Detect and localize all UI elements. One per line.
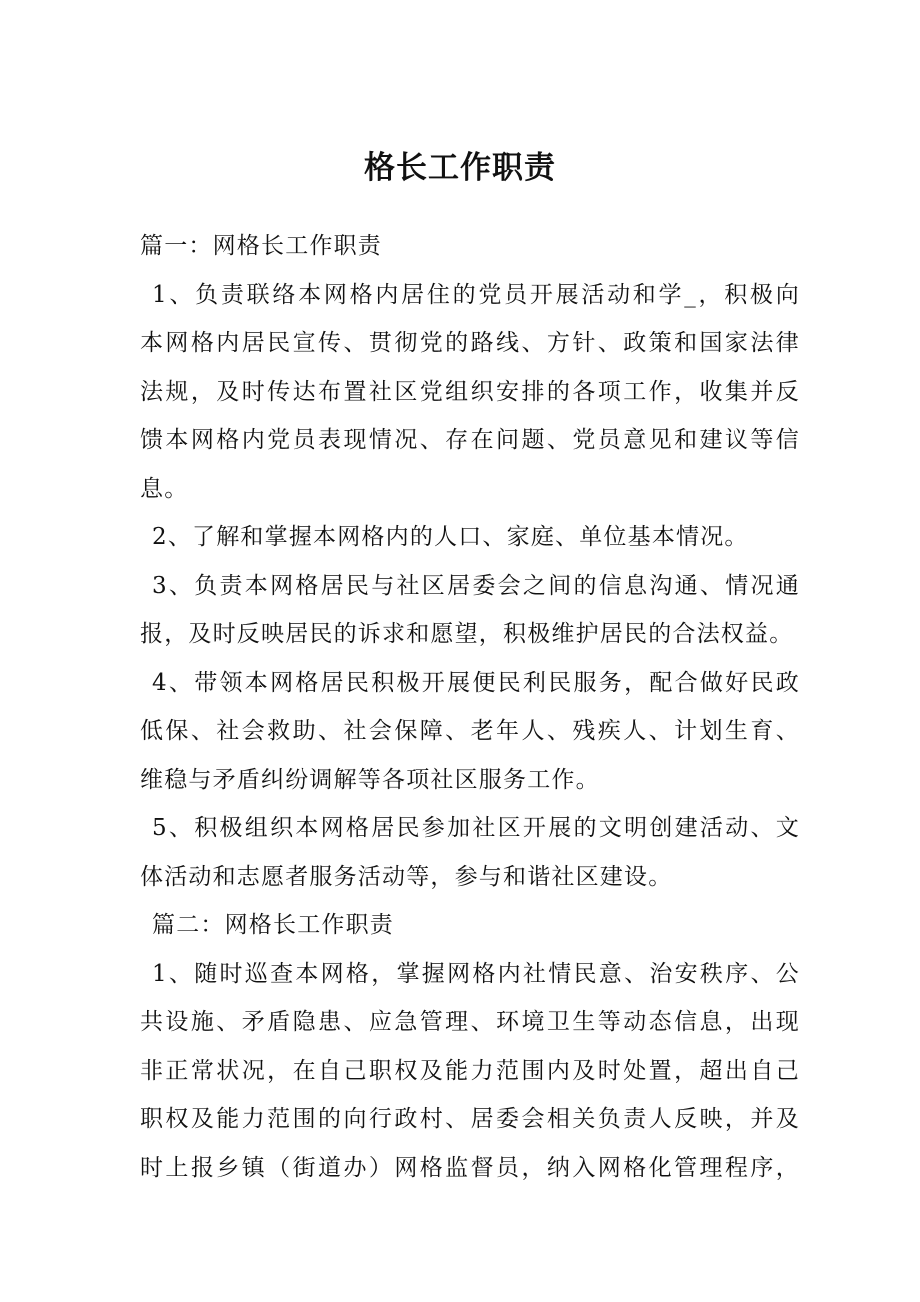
paragraph-line: 本网格内居民宣传、贯彻党的路线、方针、政策和国家法律 bbox=[140, 330, 800, 356]
section-heading-1: 篇一：网格长工作职责 bbox=[140, 233, 382, 259]
section-heading-2: 篇二：网格长工作职责 bbox=[152, 912, 394, 938]
paragraph-line: 息。 bbox=[140, 475, 189, 502]
paragraph-line: 职权及能力范围的向行政村、居委会相关负责人反映，并及 bbox=[140, 1106, 800, 1132]
document-body bbox=[140, 222, 800, 1192]
paragraph-line: 法规，及时传达布置社区党组织安排的各项工作，收集并反 bbox=[140, 378, 800, 405]
paragraph-line: 4、带领本网格居民积极开展便民利民服务，配合做好民政 bbox=[152, 669, 800, 696]
document-title: 格长工作职责 bbox=[364, 150, 556, 186]
paragraph-line: 馈本网格内党员表现情况、存在问题、党员意见和建议等信 bbox=[140, 427, 800, 453]
paragraph-line: 体活动和志愿者服务活动等，参与和谐社区建设。 bbox=[140, 863, 673, 890]
paragraph-line: 1、负责联络本网格内居住的党员开展活动和学_，积极向 bbox=[152, 281, 800, 308]
paragraph-line: 低保、社会救助、社会保障、老年人、残疾人、计划生育、 bbox=[140, 718, 800, 744]
paragraph-line: 2、了解和掌握本网格内的人口、家庭、单位基本情况。 bbox=[152, 524, 749, 550]
paragraph-line: 3、负责本网格居民与社区居委会之间的信息沟通、情况通 bbox=[152, 572, 800, 599]
paragraph-line: 共设施、矛盾隐患、应急管理、环境卫生等动态信息，出现 bbox=[140, 1009, 800, 1035]
paragraph-line: 非正常状况，在自己职权及能力范围内及时处置，超出自己 bbox=[140, 1057, 800, 1084]
paragraph-line: 5、积极组织本网格居民参加社区开展的文明创建活动、文 bbox=[152, 815, 800, 841]
paragraph-line: 1、随时巡查本网格，掌握网格内社情民意、治安秩序、公 bbox=[152, 960, 800, 987]
paragraph-line: 维稳与矛盾纠纷调解等各项社区服务工作。 bbox=[140, 766, 600, 793]
paragraph-line: 时上报乡镇（街道办）网格监督员，纳入网格化管理程序， bbox=[140, 1154, 800, 1181]
paragraph-line: 报，及时反映居民的诉求和愿望，积极维护居民的合法权益。 bbox=[140, 621, 794, 647]
